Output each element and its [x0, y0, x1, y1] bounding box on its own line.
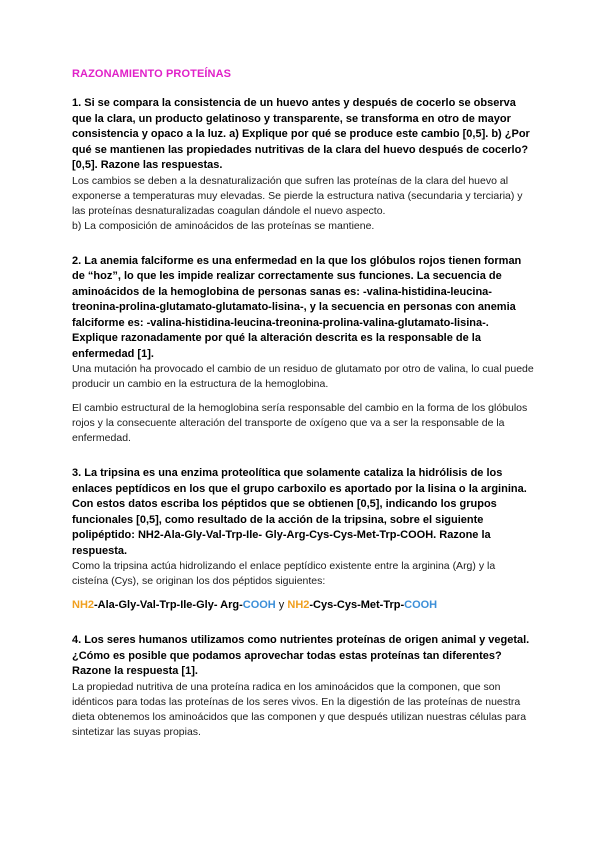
question-2: 2. La anemia falciforme es una enfermedad en la que los glóbulos rojos tienen forman de “hoz”, lo que les impide realizar correctamente sus funciones. La secuencia de aminoácidos de la hemoglobina de personas sanas es: -valina-histidina-leucina-treonina-prolina-glutamato-glutamato-lisina-, y la secuencia en personas con anemia falciforme es: -valina-histidina-leucina-treonina-prolina-valina-glutamato-lisina-. Explique razonadamente por qué la alteración descrita es la responsable de la enfermedad [1].: [72, 254, 522, 360]
answer-4: La propiedad nutritiva de una proteína radica en los aminoácidos que la componen, que son idénticos para todas las proteínas de los seres vivos. En la digestión de las proteínas de nuestra dieta obtenemos los aminoácidos que las componen y que después utilizan nuestras células para sintetizar las suyas propias.: [72, 680, 527, 738]
peptide-2-amino-group: NH2: [287, 599, 310, 611]
document-page: [72, 68, 534, 740]
peptide-1-amino-group: NH2: [72, 599, 95, 611]
answer-2-paragraph-1: Una mutación ha provocado el cambio de un residuo de glutamato por otro de valina, lo cual puede producir un cambio en la estructura de la hemoglobina.: [72, 363, 534, 390]
question-4: 4. Los seres humanos utilizamos como nutrientes proteínas de origen animal y vegetal. ¿Cómo es posible que podamos aprovechar todas estas proteínas tan diferentes? Razone la respuesta [1].: [72, 634, 530, 677]
peptide-result: [72, 598, 534, 613]
document-title: RAZONAMIENTO PROTEÍNAS: [72, 68, 232, 80]
peptide-1-carboxyl-group: COOH: [242, 599, 276, 611]
peptide-1-chain: -Ala-Gly-Val-Trp-Ile-Gly- Arg-: [94, 599, 243, 611]
answer-1b: b) La composición de aminoácidos de las proteínas se mantiene.: [72, 219, 375, 232]
question-1: 1. Si se compara la consistencia de un huevo antes y después de cocerlo se observa que la clara, un producto gelatinoso y transparente, se transforma en otro de mayor consistencia y opaco a la luz. a) Explique por qué se produce este cambio [0,5]. b) ¿Por qué se mantienen las propiedades nutritivas de la clara del huevo después de cocerlo? [0,5]. Razone las respuestas.: [72, 97, 530, 171]
peptide-2-carboxyl-group: COOH: [404, 599, 438, 611]
question-3: 3. La tripsina es una enzima proteolítica que solamente cataliza la hidrólisis de los enlaces peptídicos en los que el grupo carboxilo es aportado por la lisina o la arginina. Con estos datos escriba los péptidos que se obtienen [0,5], indicando los grupos funcionales [0,5], como resultado de la acción de la tripsina, sobre el siguiente polipéptido: NH2-Ala-Gly-Val-Trp-Ile- Gly-Arg-Cys-Cys-Met-Trp-COOH. Razone la respuesta.: [72, 467, 527, 557]
peptide-joiner: y: [275, 599, 288, 611]
answer-1a: Los cambios se deben a la desnaturalización que sufren las proteínas de la clara del huevo al exponerse a temperaturas muy elevadas. Se pierde la estructura nativa (secundaria y terciaria) y las proteínas desnaturalizadas coagulan dándole el nuevo aspecto.: [72, 174, 523, 217]
peptide-2-chain: -Cys-Cys-Met-Trp-: [309, 599, 405, 611]
answer-3: Como la tripsina actúa hidrolizando el enlace peptídico existente entre la arginina (Arg) y la cisteína (Cys), se originan los dos péptidos siguientes:: [72, 560, 496, 587]
answer-2-paragraph-2: El cambio estructural de la hemoglobina sería responsable del cambio en la forma de los glóbulos rojos y la consecuente alteración del transporte de oxígeno que va a ser la responsable de la enfermedad.: [72, 402, 528, 444]
